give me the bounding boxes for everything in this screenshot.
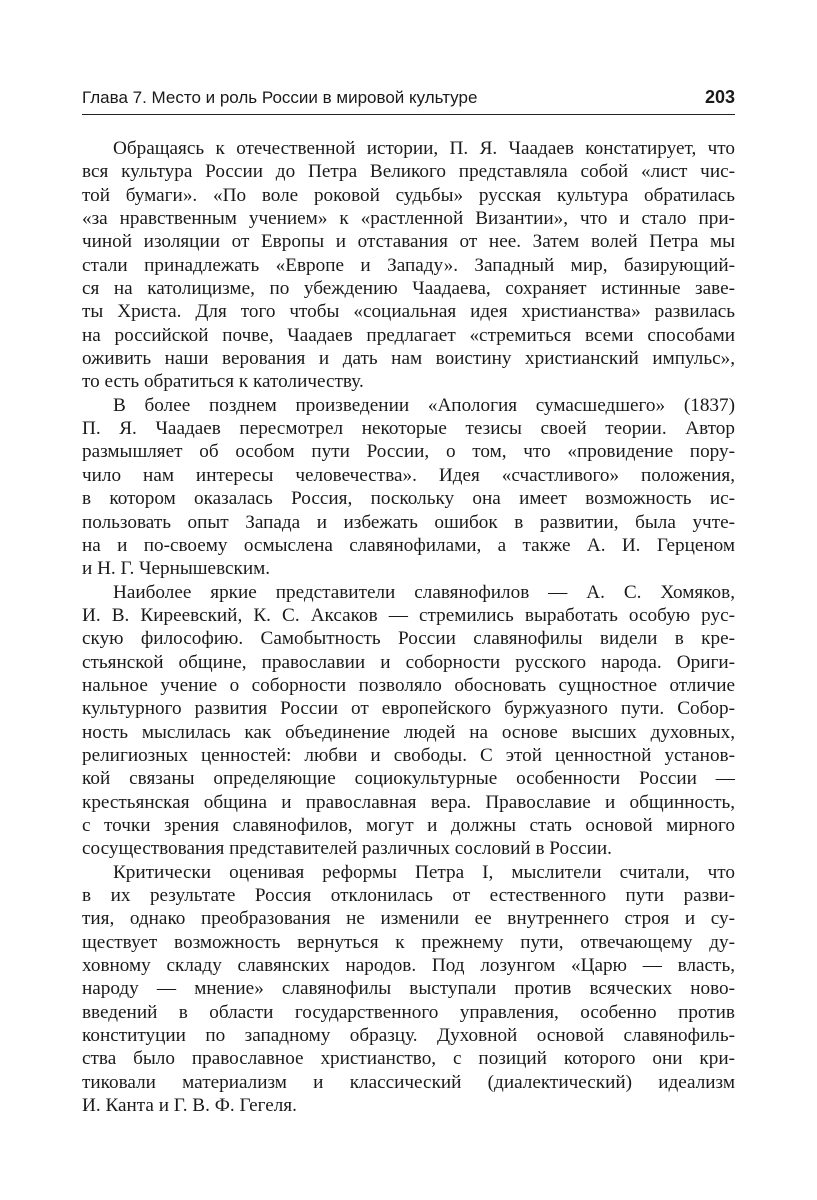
text-line: в их результате Россия отклонилась от естественного пути разви- (82, 885, 735, 906)
text-line: В более позднем произведении «Апология сумасшедшего» (1837) (113, 394, 735, 416)
text-line: народу — мнение» славянофилы выступали против всяческих ново- (82, 978, 735, 1000)
text-line: ты Христа. Для того чтобы «социальная идея христианства» развилась (82, 301, 735, 323)
text-line: оживить наши верования и дать нам воистину христианский импульс», (82, 348, 735, 370)
text-line: то есть обратиться к католичеству. (82, 371, 364, 393)
text-line: в котором оказалась Россия, поскольку она имеет возможность ис- (82, 488, 735, 510)
text-line: крестьянская община и православная вера. Православие и общинность, (82, 791, 735, 813)
text-line: «за нравственным учением» к «растленной Византии», что и стало при- (82, 208, 735, 230)
book-page (82, 86, 735, 1117)
text-line: чило нам интересы человечества». Идея «счастливого» положения, (82, 464, 735, 486)
text-line: И. В. Киреевский, К. С. Аксаков — стремились выработать особую рус- (82, 604, 735, 626)
text-line: стали принадлежать «Европе и Западу». Западный мир, базирующий- (82, 254, 735, 276)
text-line: сосуществования представителей различных сословий в России. (82, 838, 612, 860)
text-line: Наиболее яркие представители славянофилов — А. С. Хомяков, (113, 581, 735, 603)
text-line: культурного развития России от европейского буржуазного пути. Собор- (82, 698, 735, 720)
paragraph (82, 137, 735, 394)
text-line: на российской почве, Чаадаев предлагает «стремиться всеми способами (82, 324, 735, 346)
text-line: вся культура России до Петра Великого представляла собой «лист чис- (82, 161, 735, 183)
text-line: на и по-своему осмыслена славянофилами, а также А. И. Герценом (82, 534, 735, 556)
text-line: религиозных ценностей: любви и свободы. С этой ценностной установ- (82, 744, 735, 766)
paragraph (82, 861, 735, 1118)
text-line: ность мыслилась как объединение людей на основе высших духовных, (82, 721, 735, 743)
text-line: пользовать опыт Запада и избежать ошибок в развитии, была учте- (82, 511, 735, 533)
text-line: ства было православное христианство, с позиций которого они кри- (82, 1048, 735, 1070)
body-text (82, 137, 735, 1117)
text-line: тиковали материализм и классический (диалектический) идеализм (82, 1071, 735, 1093)
running-header (82, 86, 735, 115)
text-line: Обращаясь к отечественной истории, П. Я. Чаадаев констатирует, что (113, 138, 735, 159)
text-line: скую философию. Самобытность России славянофилы видели в кре- (82, 628, 735, 650)
page-number: 203 (704, 87, 735, 107)
text-line: и Н. Г. Чернышевским. (82, 558, 271, 580)
text-line: ховному складу славянских народов. Под лозунгом «Царю — власть, (82, 955, 735, 977)
text-line: конституции по западному образцу. Духовной основой славянофиль- (82, 1025, 735, 1047)
text-line: кой связаны определяющие социокультурные особенности России — (82, 768, 735, 790)
text-line: размышляет об особом пути России, о том, что «провидение пору- (82, 441, 735, 463)
paragraph (82, 394, 735, 581)
text-line: стьянской общине, православии и соборности русского народа. Ориги- (82, 651, 735, 673)
text-line: с точки зрения славянофилов, могут и должны стать основой мирного (82, 814, 735, 836)
text-line: введений в области государственного управления, особенно против (82, 1001, 735, 1023)
text-line: ществует возможность вернуться к прежнему пути, отвечающему ду- (82, 931, 735, 953)
text-line: чиной изоляции от Европы и отставания от нее. Затем волей Петра мы (82, 231, 735, 253)
text-line: той бумаги». «По воле роковой судьбы» русская культура обратилась (82, 184, 735, 206)
text-line: Критически оценивая реформы Петра I, мыслители считали, что (113, 861, 735, 883)
text-line: П. Я. Чаадаев пересмотрел некоторые тезисы своей теории. Автор (82, 418, 735, 440)
text-line: И. Канта и Г. В. Ф. Гегеля. (82, 1095, 297, 1117)
paragraph (82, 581, 735, 861)
text-line: нальное учение о соборности позволяло обосновать сущностное отличие (82, 674, 735, 696)
chapter-title: Глава 7. Место и роль России в мировой культуре (82, 88, 478, 107)
text-line: ся на католицизме, по убеждению Чаадаева, сохраняет истинные заве- (82, 278, 735, 300)
text-line: тия, однако преобразования не изменили ее внутреннего строя и су- (82, 908, 735, 930)
